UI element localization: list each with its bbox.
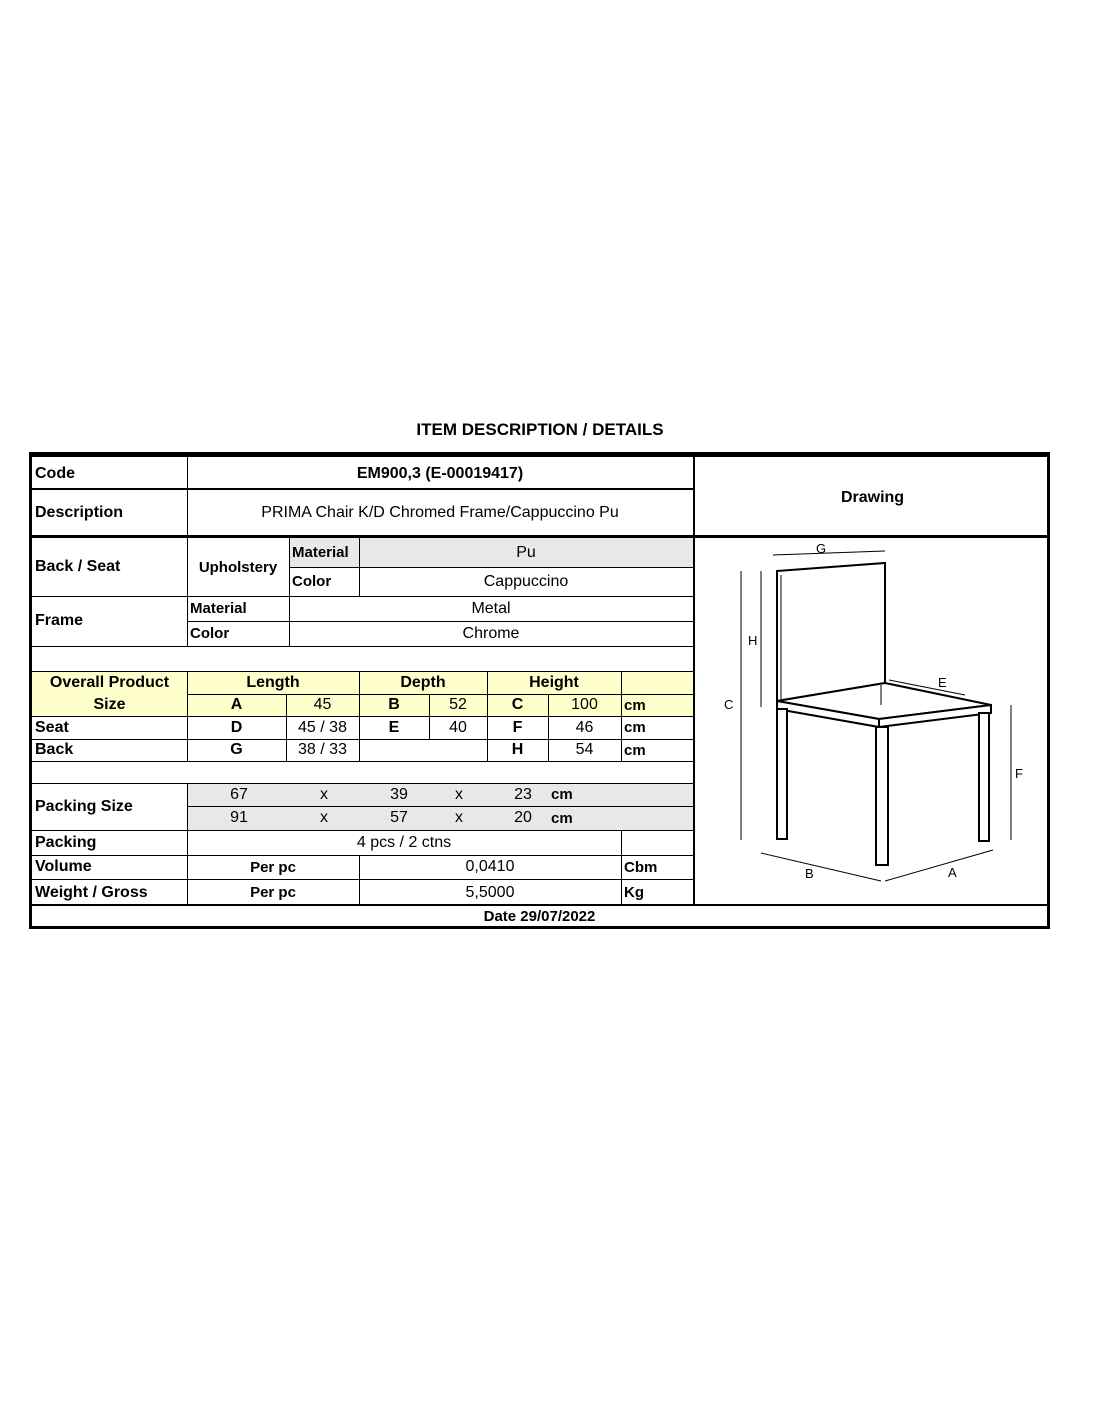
overall-size-label-1: Overall Product (49, 673, 170, 691)
back-seat-color-value: Cappuccino (483, 572, 569, 590)
code-label: Code (35, 465, 75, 482)
packing-x: x (320, 785, 328, 803)
grid-line (289, 567, 693, 568)
weight-unit: Kg (624, 884, 644, 901)
frame-color-label: Color (190, 625, 230, 642)
dim-value: 38 / 33 (298, 741, 347, 758)
description-label: Description (35, 503, 124, 521)
dim-label-f: F (1015, 766, 1023, 781)
dim-unit: cm (624, 741, 646, 759)
grid-line (32, 455, 1047, 457)
grid-line (359, 538, 360, 567)
grid-line (32, 879, 693, 880)
packing-dim: 23 (514, 785, 532, 803)
packing-value: 4 pcs / 2 ctns (356, 833, 452, 851)
back-seat-label: Back / Seat (35, 558, 121, 575)
dim-key: C (511, 696, 524, 713)
dim-label-c: C (724, 697, 734, 712)
dim-label-h: H (748, 633, 758, 648)
dim-unit: cm (624, 696, 646, 714)
packing-x: x (320, 809, 328, 826)
grid-line (32, 646, 693, 647)
grid-line (32, 904, 1047, 906)
frame-material-value: Metal (471, 599, 511, 617)
seat-label: Seat (35, 718, 69, 736)
grid-line (487, 671, 488, 761)
dim-key: A (230, 696, 243, 713)
back-seat-material-label: Material (292, 544, 349, 561)
grid-line (359, 855, 360, 904)
back-seat-material-value: Pu (516, 543, 536, 561)
dim-value: 54 (575, 741, 594, 758)
packing-x: x (455, 809, 463, 826)
grid-line (429, 694, 430, 739)
volume-unit: Cbm (624, 858, 658, 876)
grid-line (548, 694, 549, 761)
weight-label: Weight / Gross (35, 883, 148, 901)
grid-line (32, 596, 693, 597)
upholstery-label: Upholstery (198, 558, 278, 576)
packing-unit: cm (551, 786, 573, 803)
grid-line (32, 739, 693, 740)
grid-line (359, 567, 360, 596)
dim-value: 45 (313, 696, 332, 713)
dim-key: F (512, 718, 523, 736)
weight-value: 5,5000 (465, 883, 515, 901)
volume-value: 0,0410 (465, 858, 515, 875)
grid-line (32, 716, 693, 717)
dim-value: 52 (449, 696, 467, 713)
depth-header: Depth (400, 673, 446, 691)
dim-key: E (388, 718, 400, 736)
dim-key: G (230, 741, 243, 758)
dim-key: D (230, 718, 243, 736)
code-value: EM900,3 (E-00019417) (356, 465, 524, 482)
overall-size-label-2: Size (93, 696, 126, 713)
volume-label: Volume (35, 858, 92, 875)
grid-line (621, 671, 622, 761)
grid-line (289, 538, 290, 646)
dim-key: B (388, 696, 400, 713)
grid-line (187, 694, 693, 695)
frame-color-value: Chrome (462, 624, 520, 642)
dim-label-e: E (938, 675, 947, 690)
description-value: PRIMA Chair K/D Chromed Frame/Cappuccino Pu (261, 503, 619, 521)
packing-x: x (455, 785, 463, 803)
packing-dim: 57 (390, 809, 408, 826)
frame-material-label: Material (190, 600, 247, 617)
grid-line (187, 806, 693, 807)
chair-drawing (693, 535, 1048, 902)
grid-line (187, 783, 188, 904)
packing-dim: 39 (390, 785, 408, 803)
grid-line (187, 455, 188, 646)
dim-value: 46 (575, 718, 594, 736)
packing-unit: cm (551, 809, 573, 827)
grid-line (32, 855, 693, 856)
height-header: Height (529, 673, 579, 691)
drawing-label: Drawing (840, 488, 905, 506)
dim-label-g: G (816, 541, 827, 556)
dim-unit: cm (624, 719, 646, 736)
grid-line (187, 621, 693, 622)
volume-per: Per pc (250, 858, 296, 876)
dim-label-a: A (948, 865, 957, 880)
back-label: Back (35, 741, 74, 758)
dim-value: 40 (449, 718, 467, 736)
grid-line (32, 783, 693, 784)
grid-line (32, 830, 693, 831)
dim-value: 100 (571, 696, 598, 713)
grid-line (187, 671, 188, 761)
weight-per: Per pc (250, 884, 296, 901)
packing-dim: 20 (514, 809, 532, 826)
packing-dim: 91 (230, 809, 248, 826)
dim-key: H (511, 741, 524, 758)
dim-label-b: B (805, 866, 814, 881)
packing-size-label: Packing Size (35, 797, 133, 815)
length-header: Length (246, 673, 300, 691)
grid-line (621, 830, 622, 904)
dim-value: 45 / 38 (298, 718, 347, 736)
packing-label: Packing (35, 833, 97, 851)
frame-label: Frame (35, 612, 84, 629)
grid-line (32, 671, 693, 672)
grid-line (32, 488, 693, 490)
page-title: ITEM DESCRIPTION / DETAILS (416, 420, 664, 439)
date: Date 29/07/2022 (483, 907, 596, 925)
grid-line (359, 671, 360, 761)
back-seat-color-label: Color (292, 573, 332, 590)
grid-line (286, 694, 287, 761)
grid-line (32, 761, 693, 762)
packing-dim: 67 (230, 785, 248, 803)
